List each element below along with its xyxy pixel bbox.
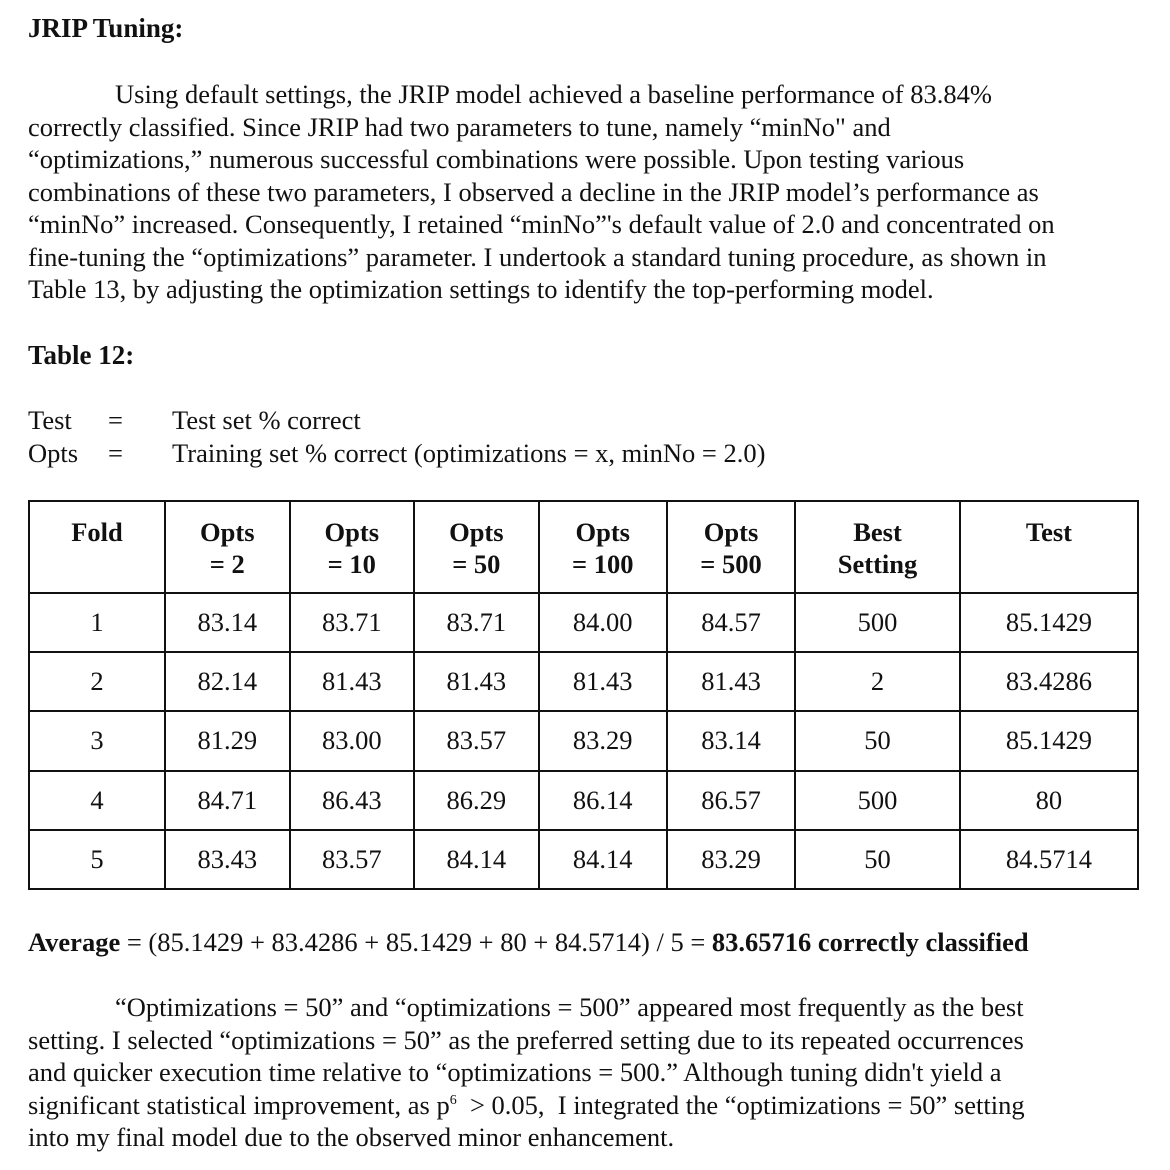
table-cell: 84.14 [539,830,667,889]
table-cell: 84.71 [165,771,290,830]
results-table [28,500,1139,890]
section-heading: JRIP Tuning: [28,13,184,43]
table-cell: 80 [960,771,1138,830]
table-cell: 2 [795,652,960,711]
table-cell: 83.29 [539,711,667,770]
paragraph-line: and quicker execution time relative to “optimizations = 500.” Although tuning didn't yield a [28,1057,1002,1087]
legend-key: Opts [28,438,79,468]
table-cell: 86.29 [414,771,539,830]
header-fold: Fold [29,501,165,593]
table-cell: 83.00 [290,711,415,770]
conclusion-paragraph [28,991,1140,1154]
table-cell: 83.71 [414,593,539,652]
table-cell: 85.1429 [960,711,1138,770]
paragraph-line: fine-tuning the “optimizations” parameter. I undertook a standard tuning procedure, as shown in [28,241,1047,272]
table-cell: 83.57 [290,830,415,889]
table-cell: 86.14 [539,771,667,830]
table-cell: 50 [795,830,960,889]
table-row [29,593,1138,652]
paragraph-line: Table 13, by adjusting the optimization settings to identify the top-performing model. [28,274,934,304]
paragraph-line: into my final model due to the observed minor enhancement. [28,1122,675,1152]
table-cell: 83.14 [667,711,795,770]
table-cell: 86.43 [290,771,415,830]
line-text: > 0.05, I integrated the “optimizations = 50” setting [456,1089,1025,1120]
table-cell: 82.14 [165,652,290,711]
table-cell: 83.14 [165,593,290,652]
header-opts-100: Opts = 100 [539,501,667,593]
table-legend [28,404,765,470]
header-opts-50: Opts = 50 [414,501,539,593]
table-cell: 5 [29,830,165,889]
table-cell: 81.43 [667,652,795,711]
table-cell: 500 [795,593,960,652]
table-row [29,711,1138,770]
legend-equals: = [108,405,123,435]
table-cell: 81.43 [414,652,539,711]
average-result: 83.65716 correctly classified [711,927,1029,957]
table-cell: 83.29 [667,830,795,889]
table-caption: Table 12: [28,340,135,370]
header-best-setting: Best Setting [795,501,960,593]
paragraph-line: “minNo” increased. Consequently, I retained “minNo”'s default value of 2.0 and concentrated on [28,209,1055,239]
paragraph-line: correctly classified. Since JRIP had two parameters to tune, namely “minNo" and [28,111,891,142]
table-cell: 84.5714 [960,830,1138,889]
paragraph-line: combinations of these two parameters, I observed a decline in the JRIP model’s performance as [28,176,1039,207]
table-cell: 500 [795,771,960,830]
table-cell: 84.14 [414,830,539,889]
legend-row-test [28,404,765,437]
table-cell: 81.43 [539,652,667,711]
table-cell: 86.57 [667,771,795,830]
paragraph-line: Using default settings, the JRIP model achieved a baseline performance of 83.84% [115,79,992,109]
average-line [28,926,1029,958]
header-opts-2: Opts = 2 [165,501,290,593]
header-opts-10: Opts = 10 [290,501,415,593]
legend-description: Training set % correct (optimizations = x, minNo = 2.0) [172,438,766,468]
paragraph-line: “optimizations,” numerous successful combinations were possible. Upon testing various [28,144,965,174]
table-cell: 3 [29,711,165,770]
table-row [29,652,1138,711]
table-cell: 4 [29,771,165,830]
legend-equals: = [108,438,123,468]
table-cell: 84.00 [539,593,667,652]
footnote-marker: 6 [449,1092,457,1108]
table-cell: 1 [29,593,165,652]
paragraph-line [28,1089,1140,1122]
table-cell: 2 [29,652,165,711]
line-text: significant statistical improvement, as p [28,1089,450,1120]
header-test: Test [960,501,1138,593]
table-cell: 50 [795,711,960,770]
table-cell: 84.57 [667,593,795,652]
table-cell: 81.43 [290,652,415,711]
intro-paragraph [28,78,1140,306]
table-cell: 81.29 [165,711,290,770]
table-cell: 85.1429 [960,593,1138,652]
table-cell: 83.57 [414,711,539,770]
average-label: Average [28,927,121,957]
legend-row-opts [28,437,765,470]
average-formula: = (85.1429 + 83.4286 + 85.1429 + 80 + 84.5714) / 5 = [120,927,712,957]
table-cell: 83.71 [290,593,415,652]
table-row [29,830,1138,889]
legend-key: Test [28,405,72,435]
header-opts-500: Opts = 500 [667,501,795,593]
table-cell: 83.43 [165,830,290,889]
legend-description: Test set % correct [172,405,361,435]
table-header-row [29,501,1138,593]
paragraph-line: “Optimizations = 50” and “optimizations = 500” appeared most frequently as the best [115,992,1024,1022]
table-cell: 83.4286 [960,652,1138,711]
paragraph-line: setting. I selected “optimizations = 50” as the preferred setting due to its repeated occurrences [28,1024,1024,1055]
table-row [29,771,1138,830]
